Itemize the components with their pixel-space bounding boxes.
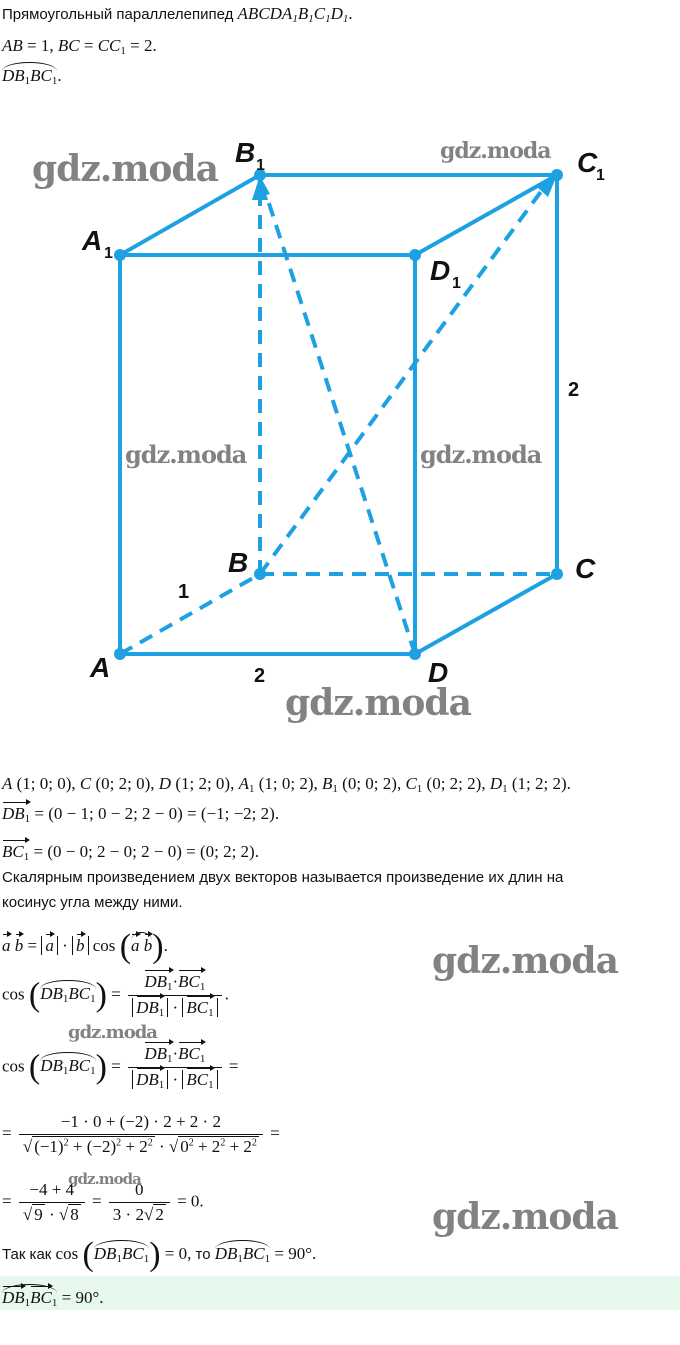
cos-definition: $\cos (DB_1BC_1)$ = $\frac{DB_1\cdot BC_1}{DB_1 \cdot BC_1}$ . [2, 972, 229, 1019]
problem-prefix: Прямоугольный параллелепипед [2, 6, 238, 23]
problem-statement: Прямоугольный параллелепипед $ABCDA_1B_1C_1D_1$. [2, 4, 353, 25]
dot-product-formula: a b = a · b cos (a b). [2, 928, 168, 965]
vertex-D [409, 648, 421, 660]
label-A1: A [82, 225, 103, 256]
definition-line-1: Скалярным произведением двух векторов называется произведение их длин на [2, 869, 564, 886]
problem-figure-name: $ABCDA_1B_1C_1D_1$ [237, 4, 349, 25]
label-B1-sub: 1 [256, 157, 265, 174]
watermark: gdz.moda [68, 1022, 157, 1043]
vector-db1-line: $DB_1 = (0 - 1$; 0 − 2; 2 − 0) = (−1; −2; 2). [2, 804, 280, 825]
given-lengths: AB = 1, BC = $CC_1 = 2$. [2, 36, 157, 57]
label-A1-sub: 1 [104, 245, 113, 262]
label-B: B [228, 547, 249, 578]
final-fraction: = $\frac{-4 + 4}{√ 9 \cdot √ 8}$ = $\frac{0}{3 \cdot 2√ 2}$ = 0. [2, 1180, 204, 1224]
vertex-C1 [551, 169, 563, 181]
watermark: gdz.moda [432, 940, 618, 982]
conclusion-line: Так как $\cos (DB_1BC_1) = 0$, то $DB_1BC_1 = 90^\circ$. [2, 1236, 317, 1273]
label-D1-sub: 1 [452, 275, 461, 292]
label-B1: B [235, 137, 256, 168]
vector-DB1 [264, 188, 415, 654]
edge-label-AB: 1 [178, 581, 190, 603]
label-A: A [90, 652, 111, 683]
numerator: −1 · 0 + (−2) · 2 + 2 · 2 [60, 1112, 221, 1131]
label-C1: C [577, 147, 598, 178]
edge-label-AD: 2 [254, 665, 266, 687]
numeric-fraction: = $\frac{-1 \cdot 0 + (-2) \cdot 2 + 2 \cdot 2}{√ (-1)^2 + (-2)^2 + 2^2 \cdot √ 0^2 + 2^2 + 2^2}$ = [2, 1112, 280, 1156]
watermark: gdz.moda [285, 682, 471, 724]
watermark: gdz.moda [420, 440, 542, 469]
watermark: gdz.moda [125, 440, 247, 469]
label-D: D [428, 657, 449, 688]
watermark: gdz.moda [440, 138, 551, 164]
edge-label-CC1: 2 [568, 379, 580, 401]
edge-D-C [415, 574, 557, 654]
edge-A-B-hidden [120, 574, 260, 654]
edge-D1-C1 [415, 175, 557, 255]
watermark: gdz.moda [432, 1196, 618, 1238]
coordinates-line: A (1; 0; 0), C (0; 2; 0), D (1; 2; 0), $A_1$ (1; 0; 2), $B_1$ (0; 0; 2), $C_1$ (0; 2; 2), $D_1$ (1; 2; 2). [2, 774, 571, 795]
definition-line-2: косинус угла между ними. [2, 894, 183, 911]
watermark: gdz.moda [68, 1170, 141, 1188]
vector-BC1 [260, 182, 548, 574]
parallelepiped-figure [0, 120, 680, 740]
watermark: gdz.moda [32, 148, 218, 190]
conclusion-prefix: Так как [2, 1245, 56, 1263]
vector-bc1-line: $BC_1 = (0 - 0$; 2 − 0; 2 − 0) = (0; 2; 2). [2, 842, 259, 863]
vertex-A1 [114, 249, 126, 261]
label-C: C [575, 553, 596, 584]
vertex-A [114, 648, 126, 660]
vertex-B [254, 568, 266, 580]
label-C1-sub: 1 [596, 167, 605, 184]
cos-calculation: $\cos (DB_1BC_1)$ = $\frac{DB_1\cdot BC_1}{DB_1 \cdot BC_1}$ = [2, 1044, 239, 1091]
find-angle: $DB_1BC_1$. [2, 62, 62, 87]
answer-line: $DB_1BC_1 = 90^\circ$. [2, 1284, 104, 1309]
vertex-D1 [409, 249, 421, 261]
vertex-C [551, 568, 563, 580]
label-D1: D [430, 255, 451, 286]
